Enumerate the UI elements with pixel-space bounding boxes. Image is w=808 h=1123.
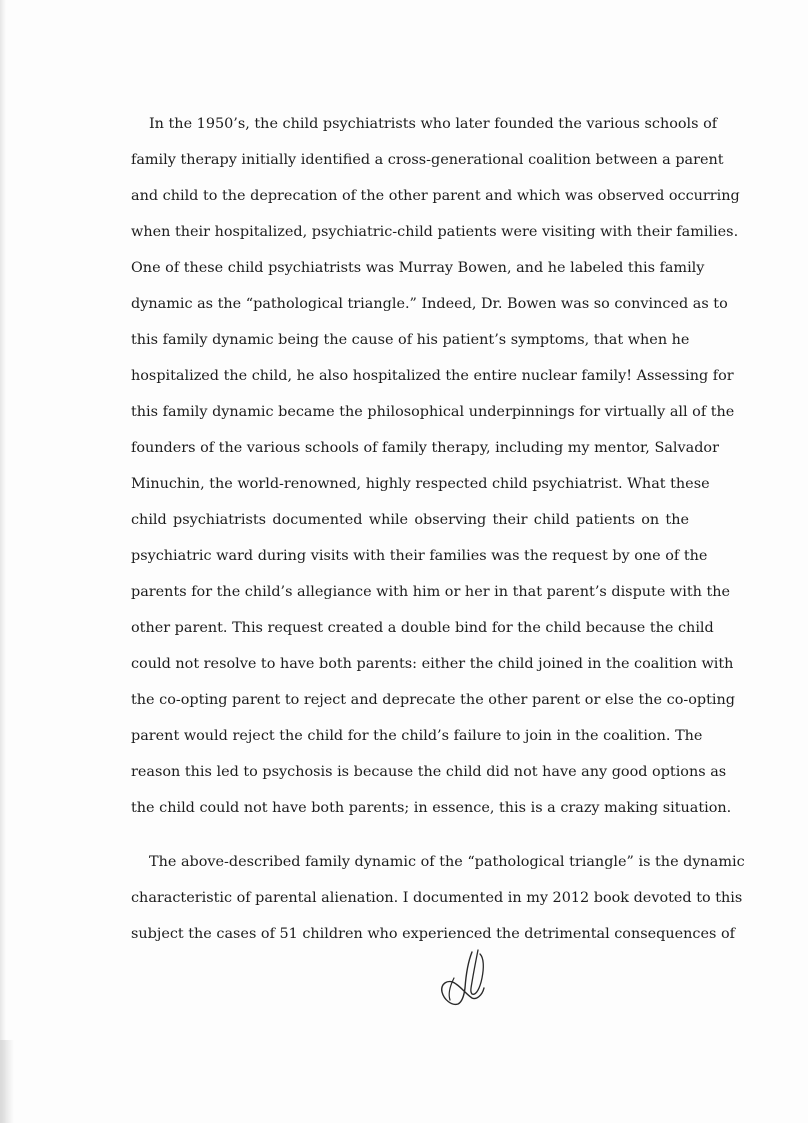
text-line: when their hospitalized, psychiatric-child patients were visiting with their families. [131, 224, 739, 240]
text-line: parent would reject the child for the child’s failure to join in the coalition. The [131, 728, 703, 744]
text-line: founders of the various schools of family therapy, including my mentor, Salvador [131, 440, 719, 456]
text-line: Minuchin, the world-renowned, highly respected child psychiatrist. What these [131, 476, 710, 492]
text-line: the child could not have both parents; in essence, this is a crazy making situation. [131, 800, 732, 816]
text-line: this family dynamic being the cause of his patient’s symptoms, that when he [131, 332, 690, 348]
text-line: In the 1950’s, the child psychiatrists who later founded the various schools of [149, 116, 718, 132]
handwritten-initials-signature [432, 948, 492, 1010]
text-line: child psychiatrists documented while observing their child patients on the [131, 512, 689, 528]
text-line: characteristic of parental alienation. I documented in my 2012 book devoted to this [131, 890, 743, 906]
text-line: hospitalized the child, he also hospitalized the entire nuclear family! Assessing for [131, 368, 734, 384]
text-line: other parent. This request created a double bind for the child because the child [131, 620, 714, 636]
text-line: and child to the deprecation of the other parent and which was observed occurring [131, 188, 740, 204]
text-line: One of these child psychiatrists was Murray Bowen, and he labeled this family [131, 260, 705, 276]
text-line: parents for the child’s allegiance with him or her in that parent’s dispute with the [131, 584, 731, 600]
text-line: reason this led to psychosis is because the child did not have any good options as [131, 764, 727, 780]
text-line: psychiatric ward during visits with their families was the request by one of the [131, 548, 708, 564]
scan-edge-shadow [0, 0, 6, 1123]
text-line: could not resolve to have both parents: either the child joined in the coalition with [131, 656, 734, 672]
text-line: the co-opting parent to reject and deprecate the other parent or else the co-opting [131, 692, 735, 708]
text-line: dynamic as the “pathological triangle.” Indeed, Dr. Bowen was so convinced as to [131, 296, 728, 312]
text-line: family therapy initially identified a cross-generational coalition between a parent [131, 152, 724, 168]
text-line: The above-described family dynamic of the “pathological triangle” is the dynamic [149, 854, 745, 870]
scan-edge-shadow-bottom [0, 1040, 14, 1123]
text-line: subject the cases of 51 children who experienced the detrimental consequences of [131, 926, 735, 942]
text-line: this family dynamic became the philosophical underpinnings for virtually all of the [131, 404, 735, 420]
